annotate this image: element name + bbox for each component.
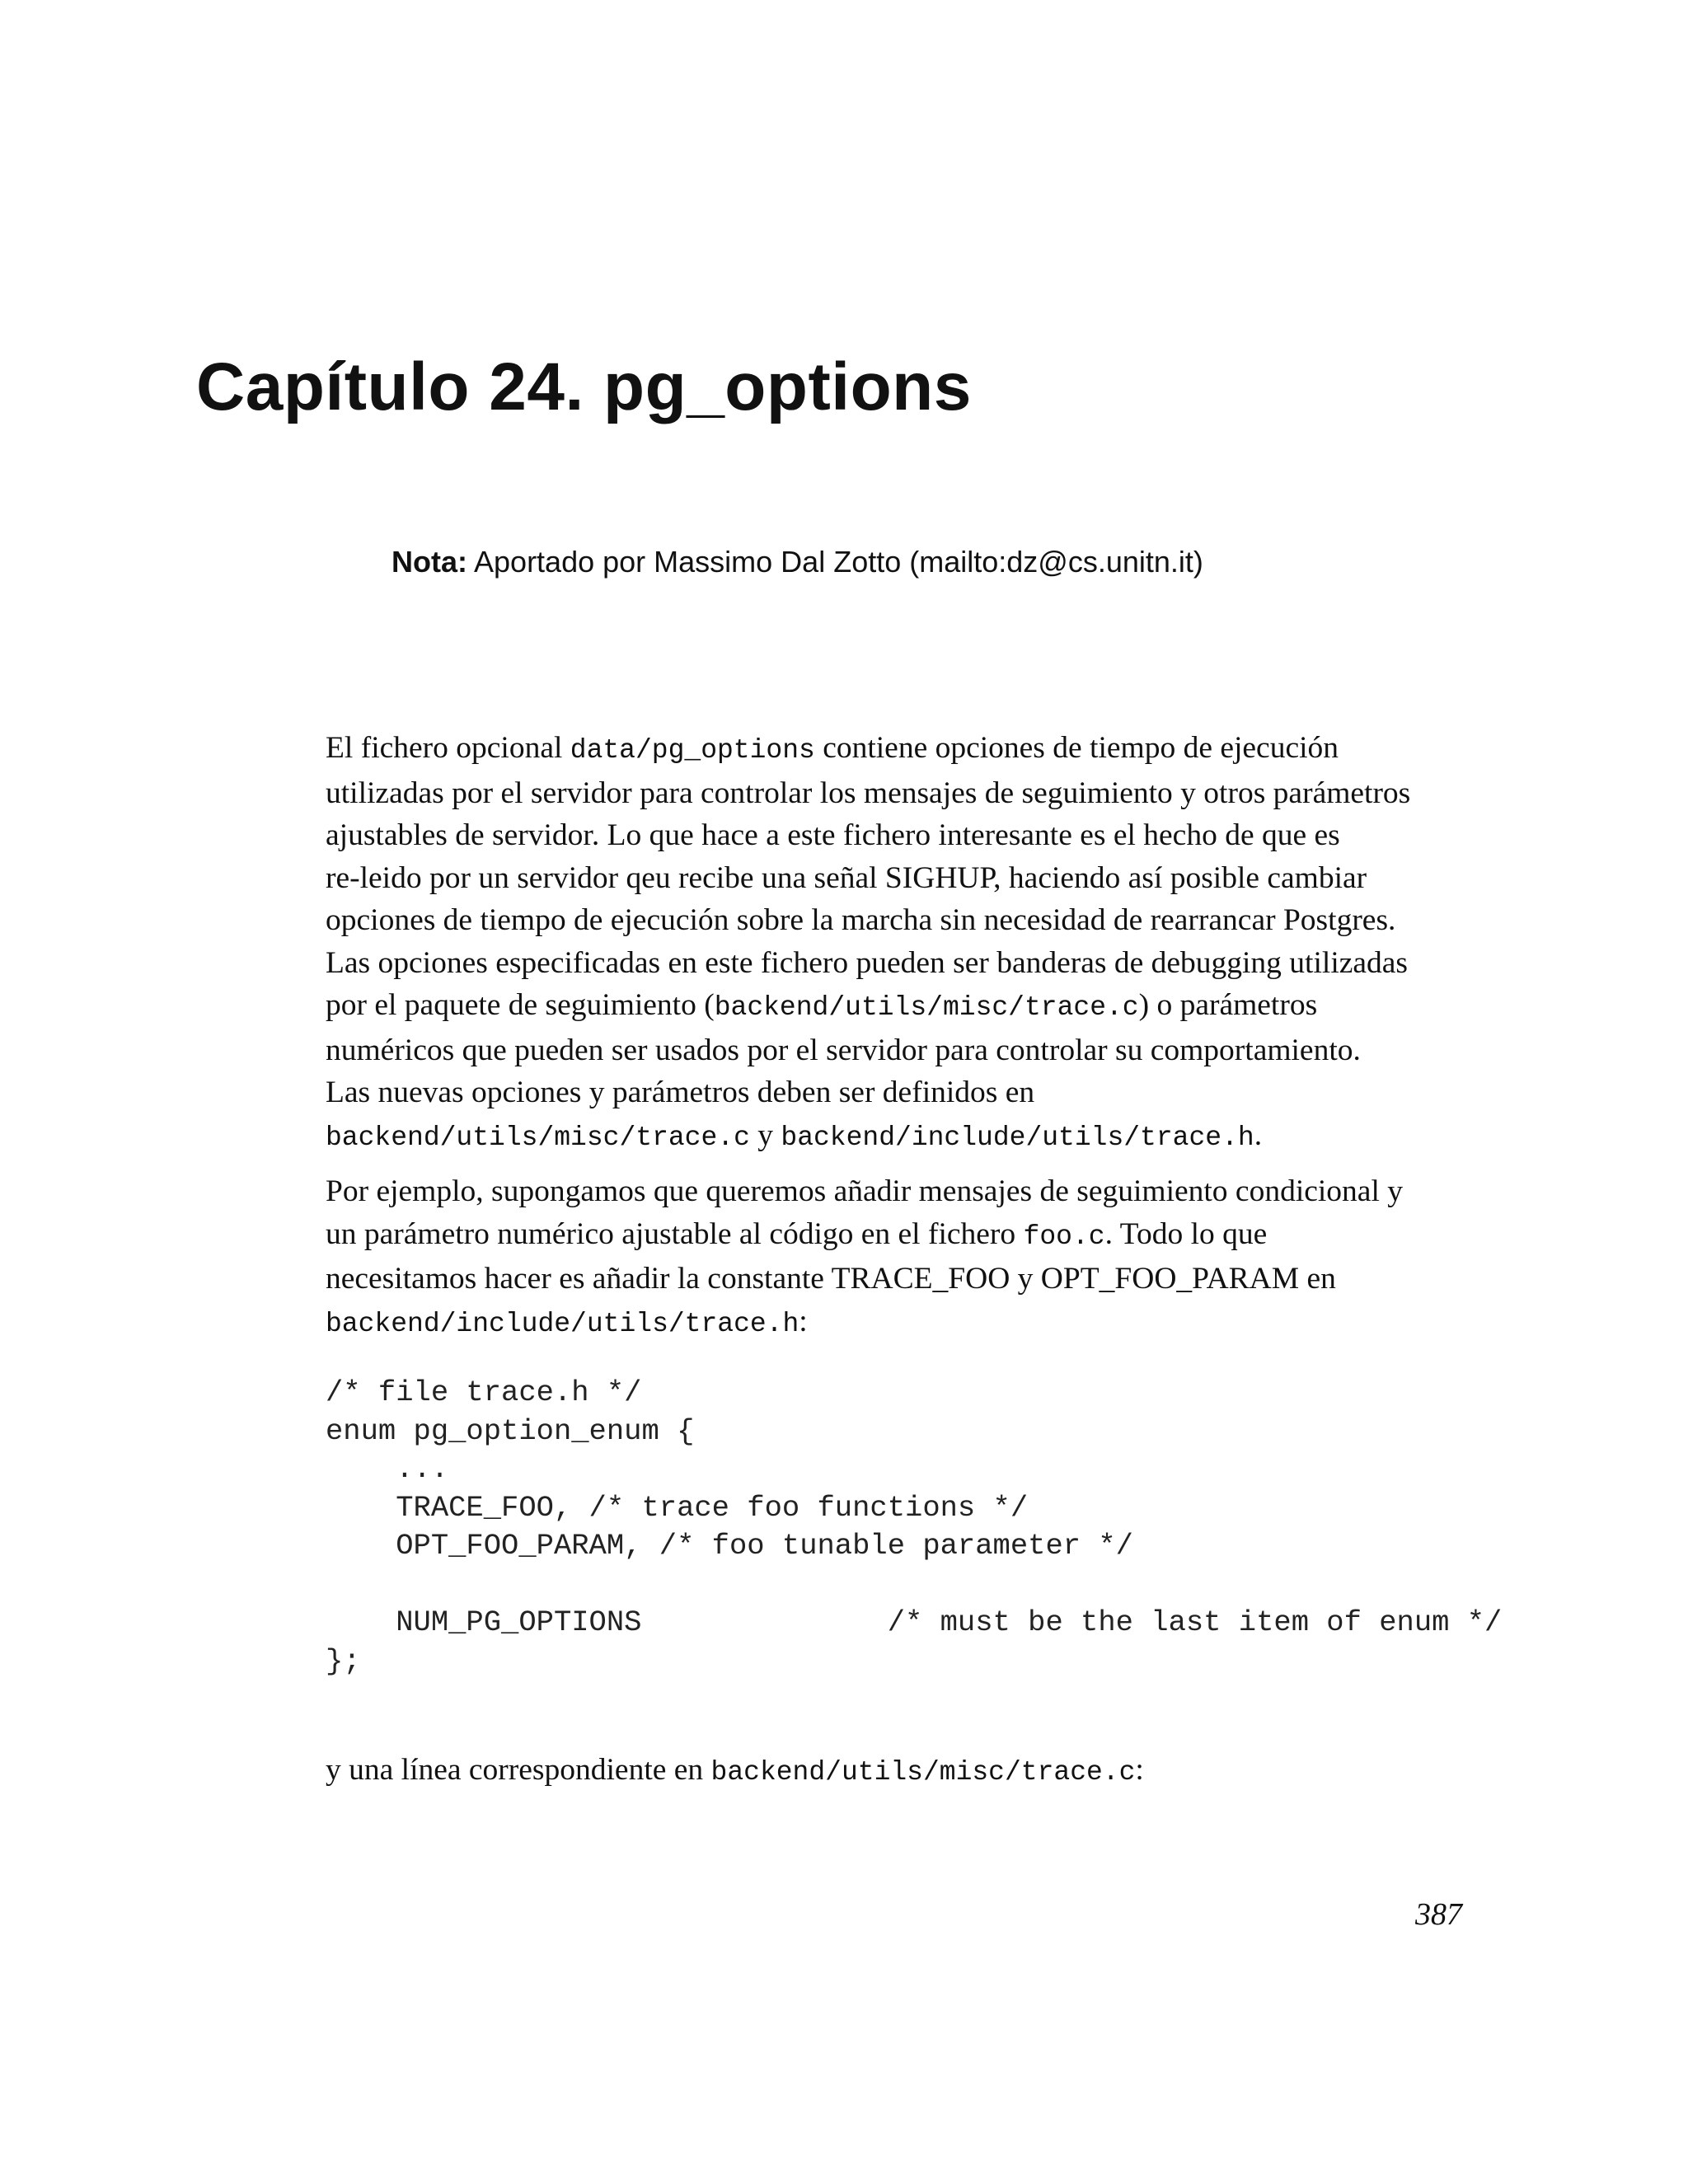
- chapter-title: Capítulo 24. pg_options: [196, 349, 972, 424]
- inline-filename: backend/include/utils/trace.h: [326, 1308, 799, 1339]
- inline-filename: backend/utils/misc/trace.c: [714, 992, 1139, 1023]
- contributor-note: [392, 544, 1203, 580]
- note-text: Aportado por Massimo Dal Zotto (mailto:dz@cs.unitn.it): [467, 545, 1203, 579]
- paragraph-line: ajustables de servidor. Lo que hace a este fichero interesante es el hecho de que es: [326, 818, 1340, 852]
- text-run: ) o parámetros: [1138, 988, 1318, 1022]
- paragraph-line: Por ejemplo, supongamos que queremos añadir mensajes de seguimiento condicional y: [326, 1174, 1403, 1208]
- text-run: :: [1135, 1753, 1144, 1787]
- inline-filename: backend/utils/misc/trace.c: [710, 1757, 1136, 1788]
- text-run: un parámetro numérico ajustable al código en el fichero: [326, 1216, 1024, 1251]
- paragraph-line: [326, 984, 1529, 1029]
- text-run: .: [1254, 1118, 1263, 1152]
- inline-filename: foo.c: [1023, 1221, 1105, 1252]
- code-block: /* file trace.h */ enum pg_option_enum { ... TRACE_FOO, /* trace foo functions */ OPT_FOO_PARAM, /* foo tunable parameter */ NUM_PG_OPTIONS /* must be the last item of enum */ };: [326, 1376, 1503, 1678]
- trailing-paragraph: [326, 1749, 1144, 1794]
- text-run: El fichero opcional: [326, 731, 570, 765]
- text-run: y: [749, 1118, 781, 1152]
- paragraph-line: Las nuevas opciones y parámetros deben ser definidos en: [326, 1076, 1035, 1109]
- text-run: por el paquete de seguimiento (: [326, 988, 715, 1022]
- paragraph-line: utilizadas por el servidor para controlar los mensajes de seguimiento y otros parámetros: [326, 776, 1411, 810]
- paragraph-line: re-leido por un servidor qeu recibe una señal SIGHUP, haciendo así posible cambiar: [326, 860, 1367, 895]
- inline-filename: backend/utils/misc/trace.c: [326, 1122, 750, 1153]
- paragraph-line: opciones de tiempo de ejecución sobre la marcha sin necesidad de rearrancar Postgres.: [326, 903, 1396, 937]
- text-run: . Todo lo que: [1104, 1216, 1268, 1251]
- paragraph-line: [326, 1114, 1529, 1160]
- text-run: y una línea correspondiente en: [326, 1753, 711, 1787]
- paragraph-line: numéricos que pueden ser usados por el servidor para controlar su comportamiento.: [326, 1033, 1361, 1067]
- paragraph-line: [326, 727, 1529, 772]
- paragraph-line: [326, 1213, 1529, 1258]
- text-run: contiene opciones de tiempo de ejecución: [814, 731, 1339, 765]
- inline-filename: backend/include/utils/trace.h: [781, 1122, 1254, 1153]
- inline-filename: data/pg_options: [570, 735, 815, 766]
- paragraph-line: necesitamos hacer es añadir la constante TRACE_FOO y OPT_FOO_PARAM en: [326, 1262, 1336, 1296]
- body-text: [326, 727, 1529, 1345]
- page-number: 387: [1415, 1897, 1462, 1932]
- text-run: :: [799, 1304, 808, 1338]
- paragraph-line: [326, 1301, 1529, 1346]
- note-label: Nota:: [392, 545, 467, 579]
- paragraph-line: Las opciones especificadas en este fichero pueden ser banderas de debugging utilizadas: [326, 945, 1409, 980]
